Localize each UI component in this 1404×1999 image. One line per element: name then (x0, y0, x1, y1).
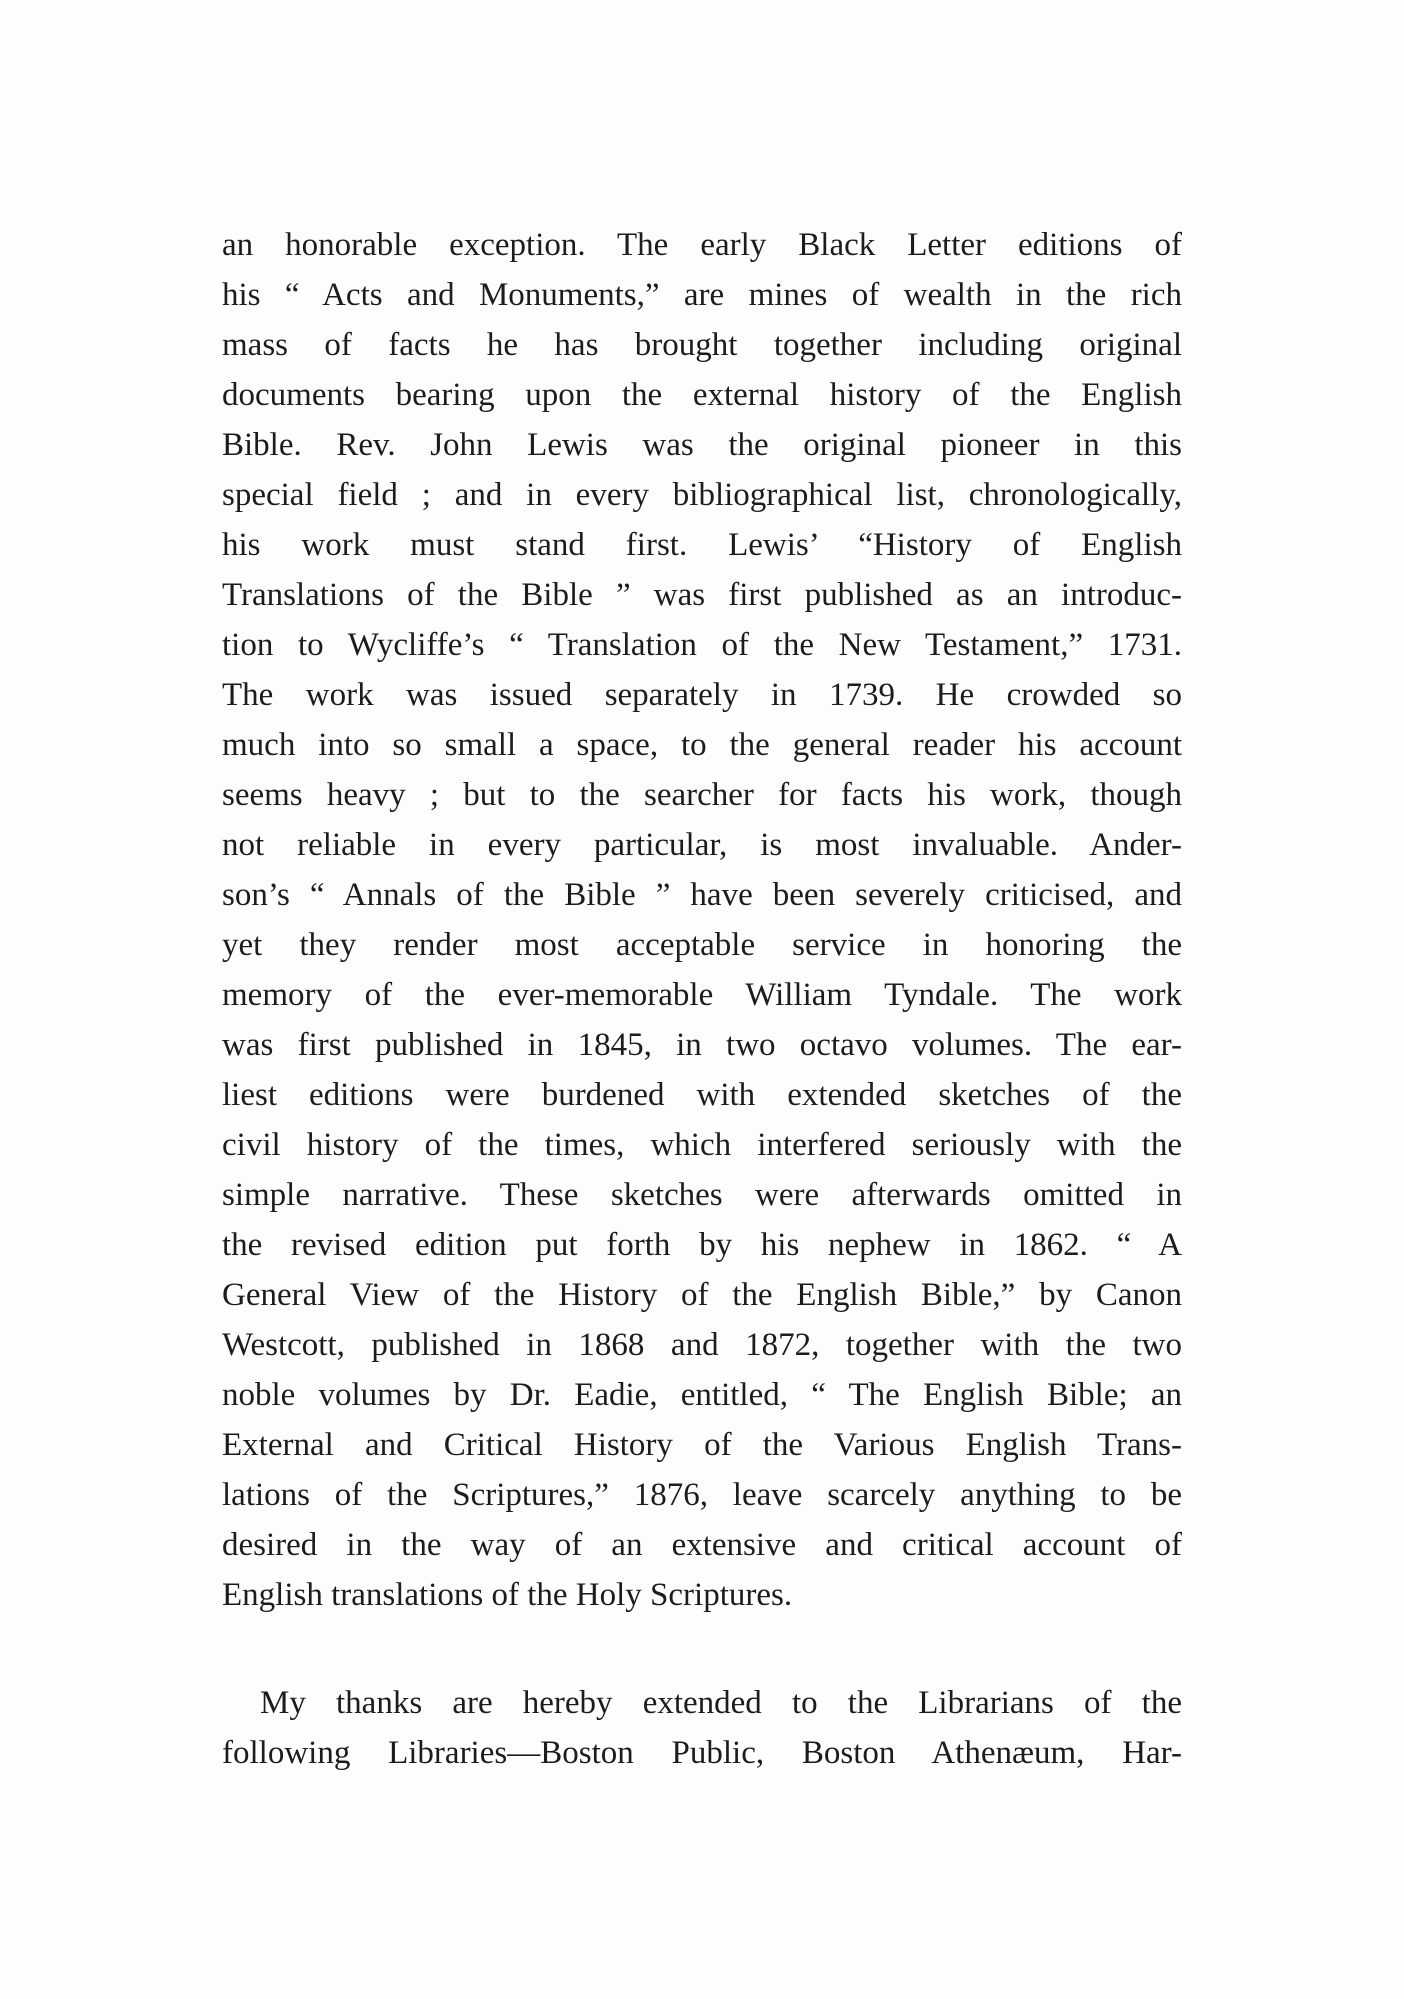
text-line: not reliable in every particular, is most invaluable. Ander- (222, 827, 1182, 863)
text-line: documents bearing upon the external history of the English (222, 377, 1182, 413)
text-line: son’s “ Annals of the Bible ” have been severely criticised, and (222, 877, 1182, 913)
text-line: External and Critical History of the Various English Trans- (222, 1427, 1182, 1463)
text-line: his work must stand first. Lewis’ “History of English (222, 527, 1182, 563)
text-line: Translations of the Bible ” was first published as an introduc- (222, 577, 1182, 613)
text-line: desired in the way of an extensive and critical account of (222, 1527, 1182, 1563)
text-line: lations of the Scriptures,” 1876, leave scarcely anything to be (222, 1477, 1182, 1513)
text-line: English translations of the Holy Scriptures. (222, 1577, 793, 1613)
paragraph-1 (222, 220, 1182, 1620)
text-line: General View of the History of the English Bible,” by Canon (222, 1277, 1182, 1313)
text-line: noble volumes by Dr. Eadie, entitled, “ The English Bible; an (222, 1377, 1182, 1413)
text-line: the revised edition put forth by his nephew in 1862. “ A (222, 1227, 1182, 1263)
text-line: following Libraries—Boston Public, Boston Athenæum, Har- (222, 1735, 1182, 1771)
text-line: special field ; and in every bibliographical list, chronologically, (222, 477, 1182, 513)
text-line: memory of the ever-memorable William Tyndale. The work (222, 977, 1182, 1013)
text-line: liest editions were burdened with extended sketches of the (222, 1077, 1182, 1113)
text-line: Bible. Rev. John Lewis was the original pioneer in this (222, 427, 1182, 463)
text-line: mass of facts he has brought together including original (222, 327, 1182, 363)
text-line: The work was issued separately in 1739. He crowded so (222, 677, 1182, 713)
text-line: was first published in 1845, in two octavo volumes. The ear- (222, 1027, 1182, 1063)
text-line: yet they render most acceptable service in honoring the (222, 927, 1182, 963)
text-line: an honorable exception. The early Black Letter editions of (222, 227, 1182, 263)
text-line: Westcott, published in 1868 and 1872, together with the two (222, 1327, 1182, 1363)
text-line: civil history of the times, which interfered seriously with the (222, 1127, 1182, 1163)
paragraph-2 (222, 1678, 1182, 1778)
text-line: My thanks are hereby extended to the Librarians of the (260, 1685, 1182, 1721)
text-line: simple narrative. These sketches were afterwards omitted in (222, 1177, 1182, 1213)
text-line: his “ Acts and Monuments,” are mines of wealth in the rich (222, 277, 1182, 313)
text-line: much into so small a space, to the general reader his account (222, 727, 1182, 763)
text-line: seems heavy ; but to the searcher for facts his work, though (222, 777, 1182, 813)
text-line: tion to Wycliffe’s “ Translation of the New Testament,” 1731. (222, 627, 1182, 663)
